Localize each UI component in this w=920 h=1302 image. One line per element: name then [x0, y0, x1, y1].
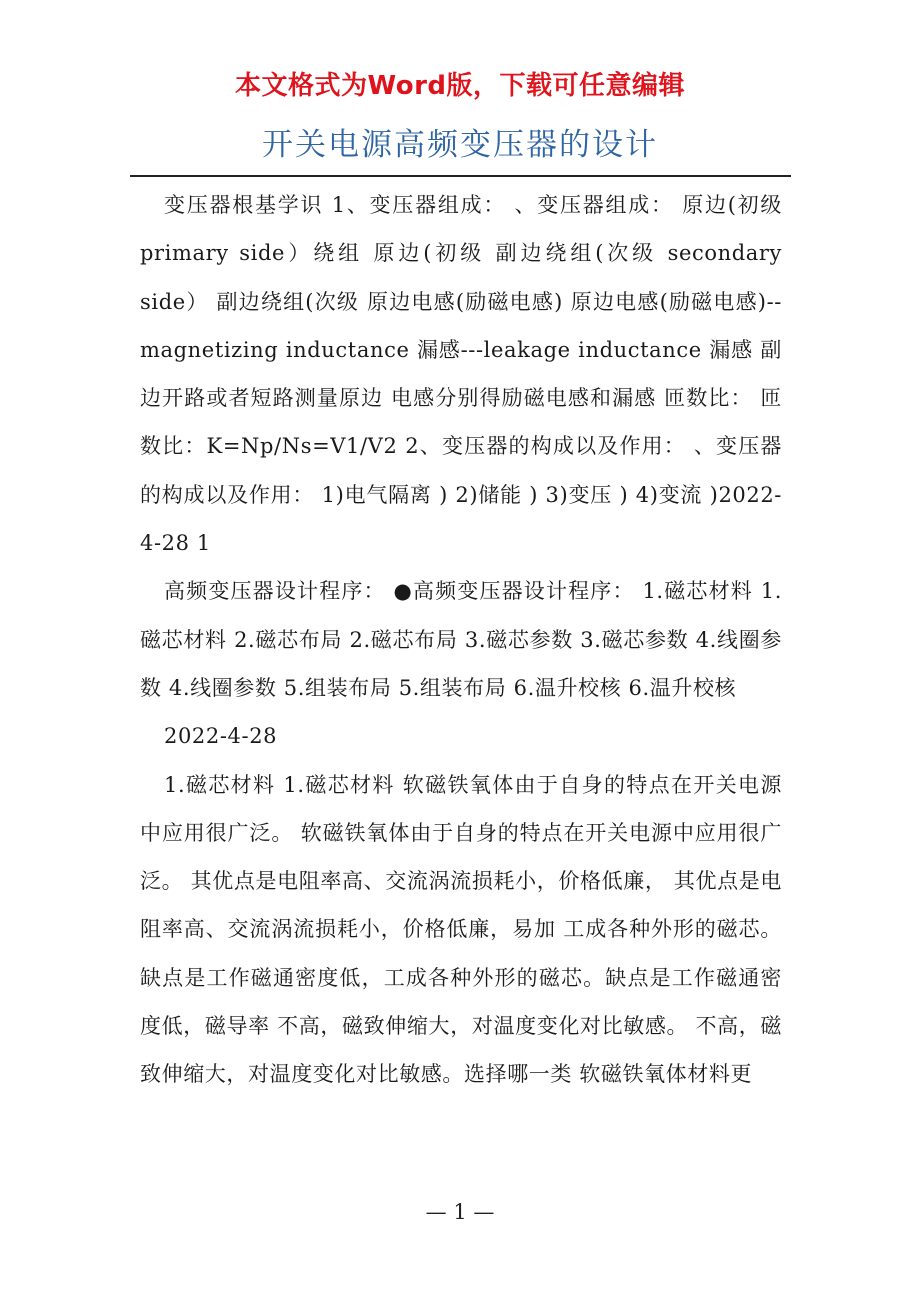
- document-body: [140, 181, 782, 1099]
- title-divider: [130, 175, 791, 177]
- paragraph-core-material: 1.磁芯材料 1.磁芯材料 软磁铁氧体由于自身的特点在开关电源中应用很广泛。 软磁铁氧体由于自身的特点在开关电源中应用很广泛。 其优点是电阻率高、交流涡流损耗小，价格低廉， 其优点是电阻率高、交流涡流损耗小，价格低廉，易加 工成各种外形的磁芯。缺点是工作磁通密度低，工成各种外形的磁芯。缺点是工作磁通密度低，磁导率 不高，磁致伸缩大，对温度变化对比敏感。 不高，磁致伸缩大，对温度变化对比敏感。选择哪一类 软磁铁氧体材料更: [140, 772, 782, 1087]
- format-notice-banner: 本文格式为Word版，下载可任意编辑: [234, 71, 686, 101]
- document-title: 开关电源高频变压器的设计: [262, 127, 658, 163]
- page-number: — 1 —: [425, 1200, 495, 1224]
- paragraph-date: 2022-4-28: [164, 724, 278, 749]
- paragraph-design-procedure: 高频变压器设计程序： ●高频变压器设计程序： 1.磁芯材料 1.磁芯材料 2.磁芯布局 2.磁芯布局 3.磁芯参数 3.磁芯参数 4.线圈参数 4.线圈参数 5.组装布局 5.组装布局 6.温升校核 6.温升校核: [140, 579, 782, 700]
- paragraph-transformer-basics: 变压器根基学识 1、变压器组成： 、变压器组成： 原边(初级 primary side）绕组 原边(初级 副边绕组(次级 secondary side） 副边绕组(次级 原边电感(励磁电感) 原边电感(励磁电感)--magnetizing inductance 漏感---leakage inductance 漏感 副边开路或者短路测量原边 电感分别得励磁电感和漏感 匝数比： 匝数比：K=Np/Ns=V1/V2 2、变压器的构成以及作用： 、变压器的构成以及作用： 1)电气隔离 ) 2)储能 ) 3)变压 ) 4)变流 )2022-4-28 1: [140, 193, 782, 556]
